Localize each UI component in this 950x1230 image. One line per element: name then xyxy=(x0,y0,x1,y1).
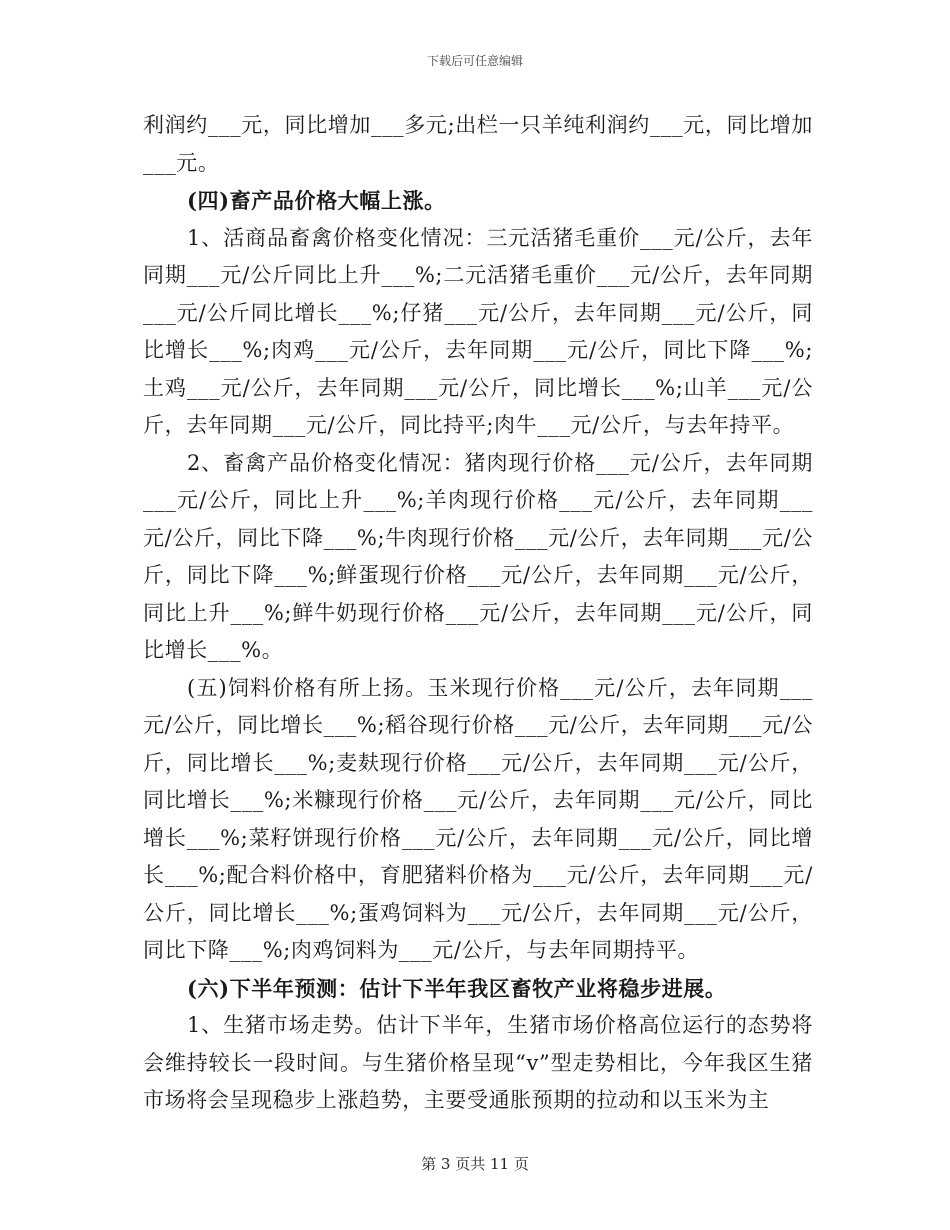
paragraph-livestock-product-prices: 2、畜禽产品价格变化情况：猪肉现行价格___元/公斤，去年同期___元/公斤，同比上升___%;羊肉现行价格___元/公斤，去年同期___元/公斤，同比下降___%;牛肉现行价格___元/公斤，去年同期___元/公斤，同比下降___%;鲜蛋现行价格___元/公斤，去年同期___元/公斤，同比上升___%;鲜牛奶现行价格___元/公斤，去年同期___元/公斤，同比增长___%。 xyxy=(143,450,813,662)
section-heading-4: (四)畜产品价格大幅上涨。 xyxy=(187,188,446,213)
page-number: 第 3 页共 11 页 xyxy=(421,1155,529,1173)
paragraph-hog-market-trend: 1、生猪市场走势。估计下半年，生猪市场价格高位运行的态势将会维持较长一段时间。与生猪价格呈现“v”型走势相比，今年我区生猪市场将会呈现稳步上涨趋势，主要受通胀预期的拉动和以玉米为主 xyxy=(143,1013,813,1112)
document-body xyxy=(143,107,813,1120)
paragraph-live-livestock-prices: 1、活商品畜禽价格变化情况：三元活猪毛重价___元/公斤，去年同期___元/公斤同比上升___%;二元活猪毛重价___元/公斤，去年同期___元/公斤同比增长___%;仔猪___元/公斤，去年同期___元/公斤，同比增长___%;肉鸡___元/公斤，去年同期___元/公斤，同比下降___%;土鸡___元/公斤，去年同期___元/公斤，同比增长___%;山羊___元/公斤，去年同期___元/公斤，同比持平;肉牛___元/公斤，与去年持平。 xyxy=(143,225,813,437)
paragraph-feed-prices: (五)饲料价格有所上扬。玉米现行价格___元/公斤，去年同期___元/公斤，同比增长___%;稻谷现行价格___元/公斤，去年同期___元/公斤，同比增长___%;麦麸现行价格___元/公斤，去年同期___元/公斤，同比增长___%;米糠现行价格___元/公斤，去年同期___元/公斤，同比增长___%;菜籽饼现行价格___元/公斤，去年同期___元/公斤，同比增长___%;配合料价格中，育肥猪料价格为___元/公斤，去年同期___元/公斤，同比增长___%;蛋鸡饲料为___元/公斤，去年同期___元/公斤，同比下降___%;肉鸡饲料为___元/公斤，与去年同期持平。 xyxy=(143,675,813,962)
paragraph-profit-continuation: 利润约___元，同比增加___多元;出栏一只羊纯利润约___元，同比增加___元。 xyxy=(143,113,813,175)
page-header: 下载后可任意编辑 xyxy=(426,54,523,68)
section-heading-6: (六)下半年预测：估计下半年我区畜牧产业将稳步进展。 xyxy=(187,975,727,1001)
